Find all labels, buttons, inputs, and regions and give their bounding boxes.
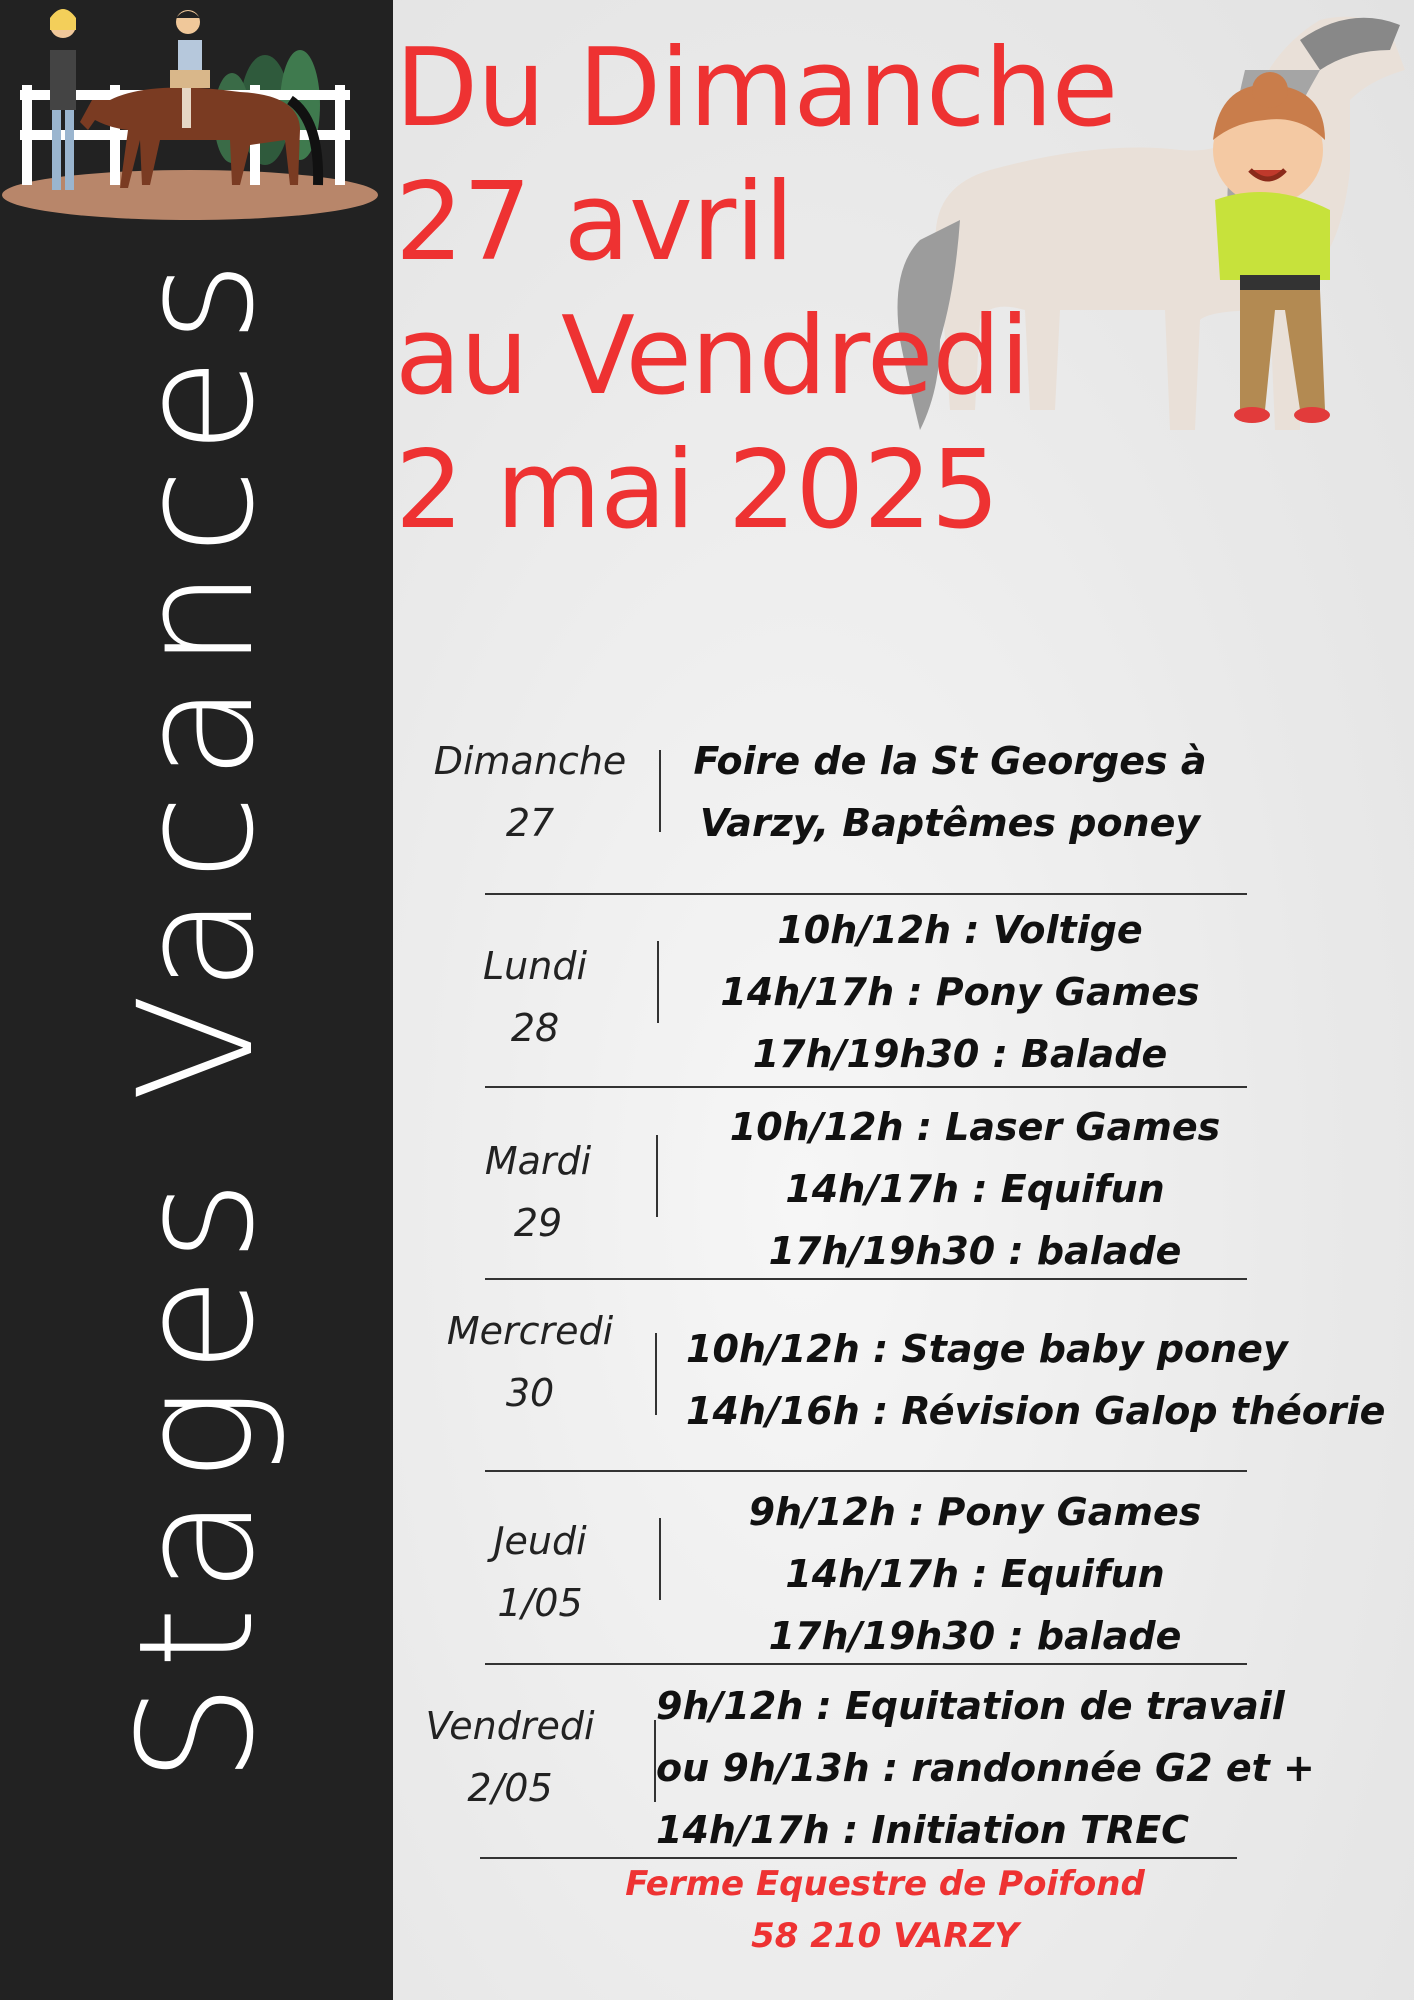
activity: 14h/17h : Initiation TREC <box>656 1808 1190 1852</box>
footer-venue <box>560 1858 1210 1962</box>
row-divider <box>485 1470 1247 1472</box>
day-date: 2/05 <box>467 1766 553 1810</box>
day-date: 30 <box>505 1371 555 1415</box>
day-label-friday <box>390 1695 630 1819</box>
day-name: Dimanche <box>433 739 627 783</box>
separator <box>659 1518 661 1600</box>
day-date: 28 <box>510 1006 560 1050</box>
activity: Foire de la St Georges à <box>693 739 1207 783</box>
day-label-sunday <box>410 730 650 854</box>
activity: 9h/12h : Pony Games <box>748 1490 1202 1534</box>
activity: 14h/17h : Equifun <box>785 1167 1165 1211</box>
activity: ou 9h/13h : randonnée G2 et + <box>656 1746 1315 1790</box>
day-date: 1/05 <box>497 1581 583 1625</box>
separator <box>656 1135 658 1217</box>
day-date: 29 <box>513 1201 563 1245</box>
row-divider <box>485 1278 1247 1280</box>
activities-thursday <box>695 1481 1255 1667</box>
activities-tuesday <box>690 1096 1260 1282</box>
day-name: Vendredi <box>425 1704 595 1748</box>
title-line: au Vendredi <box>395 294 1029 419</box>
day-name: Lundi <box>482 944 588 988</box>
activity: 10h/12h : Voltige <box>777 908 1143 952</box>
activities-sunday <box>690 730 1210 854</box>
activity: Varzy, Baptêmes poney <box>699 801 1201 845</box>
day-name: Mercredi <box>446 1309 614 1353</box>
row-divider <box>485 893 1247 895</box>
title-line: 27 avril <box>395 160 794 285</box>
title-line: 2 mai 2025 <box>395 428 999 553</box>
activity: 17h/19h30 : balade <box>768 1229 1182 1273</box>
activities-wednesday <box>686 1318 1385 1442</box>
day-label-monday <box>415 935 655 1059</box>
activity: 14h/17h : Equifun <box>785 1552 1165 1596</box>
separator <box>655 1333 657 1415</box>
activity: 10h/12h : Stage baby poney <box>686 1327 1288 1371</box>
activity: 17h/19h30 : Balade <box>752 1032 1168 1076</box>
day-name: Mardi <box>484 1139 592 1183</box>
activity: 17h/19h30 : balade <box>768 1614 1182 1658</box>
activity: 10h/12h : Laser Games <box>729 1105 1221 1149</box>
separator <box>659 750 661 832</box>
activity: 14h/16h : Révision Galop théorie <box>686 1389 1386 1433</box>
activity: 9h/12h : Equitation de travail <box>656 1684 1285 1728</box>
stages-vacances-title: Stages Vacances <box>104 246 289 1784</box>
separator <box>657 941 659 1023</box>
day-label-tuesday <box>418 1130 658 1254</box>
day-name: Jeudi <box>493 1519 587 1563</box>
activities-monday <box>680 899 1240 1085</box>
day-label-wednesday <box>410 1300 650 1424</box>
activity: 14h/17h : Pony Games <box>720 970 1200 1014</box>
day-date: 27 <box>505 801 555 845</box>
date-range-title <box>395 22 1275 558</box>
row-divider <box>485 1086 1247 1088</box>
title-line: Du Dimanche <box>395 26 1118 151</box>
venue-name: Ferme Equestre de Poifond <box>625 1864 1145 1904</box>
venue-address: 58 210 VARZY <box>751 1916 1019 1956</box>
day-label-thursday <box>420 1510 660 1634</box>
row-divider <box>485 1663 1247 1665</box>
vertical-title <box>0 0 393 2000</box>
activities-friday <box>656 1675 1315 1861</box>
